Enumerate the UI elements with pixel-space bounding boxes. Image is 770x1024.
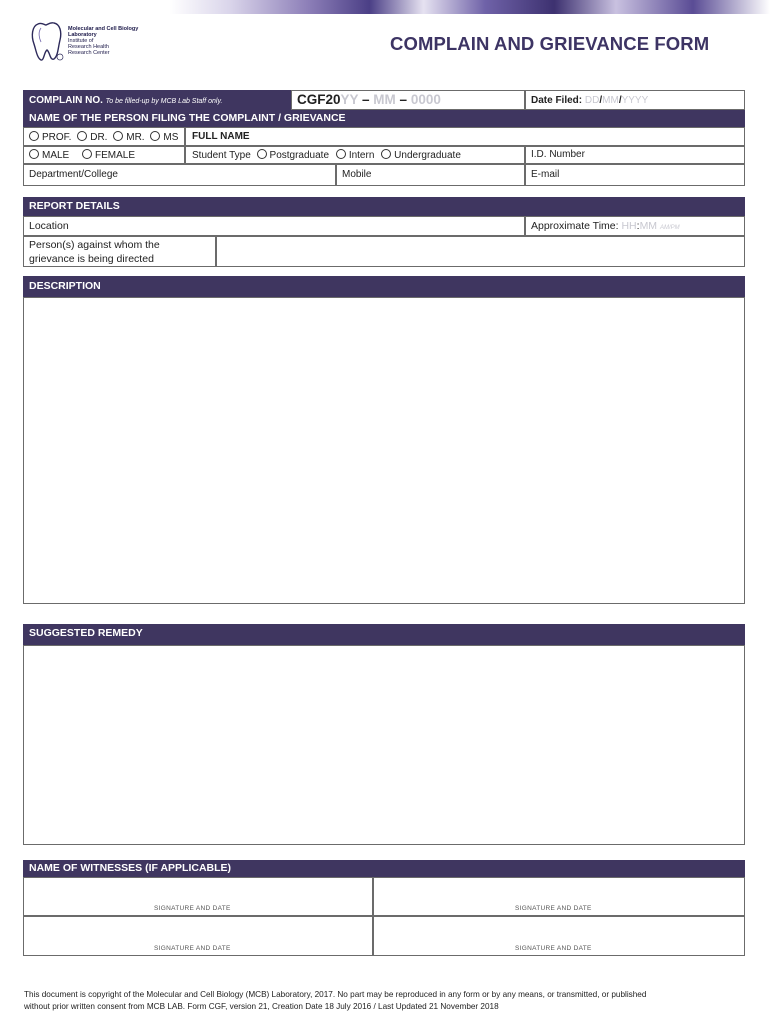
date-filed-yyyy: YYYY <box>621 95 649 106</box>
time-colon: : <box>636 220 640 232</box>
radio-prof[interactable] <box>29 131 39 141</box>
label-female: FEMALE <box>95 150 136 161</box>
date-filed-slash-2: / <box>618 95 622 106</box>
logo-line-3: Institute of <box>68 38 94 44</box>
persons-against-label <box>29 238 160 266</box>
complain-no-value <box>297 92 441 107</box>
mobile-label: Mobile <box>342 169 372 180</box>
student-type-label: Student Type <box>192 150 251 161</box>
time-ampm: AM/PM <box>659 225 680 231</box>
radio-intern[interactable] <box>336 149 346 159</box>
radio-ms[interactable] <box>150 131 160 141</box>
date-filed-slash-1: / <box>599 95 603 106</box>
radio-mr[interactable] <box>113 131 123 141</box>
full-name-field[interactable] <box>185 127 745 146</box>
label-male: MALE <box>42 150 70 161</box>
date-filed-label: Date Filed: <box>531 95 583 106</box>
label-dr: DR. <box>90 132 108 143</box>
complain-no-label-text: COMPLAIN NO. <box>29 95 103 106</box>
approximate-time <box>531 220 680 232</box>
radio-dr[interactable] <box>77 131 87 141</box>
witness-2-signature-label: SIGNATURE AND DATE <box>515 905 592 912</box>
radio-male[interactable] <box>29 149 39 159</box>
logo-line-5: Research Center <box>68 50 110 56</box>
complain-no-prefix: CGF20 <box>297 92 341 107</box>
label-prof: PROF. <box>42 132 72 143</box>
copyright-footer <box>24 989 748 1013</box>
complain-no-mm: MM <box>373 92 396 107</box>
complain-no-note: To be filled-up by MCB Lab Staff only. <box>105 98 223 105</box>
persons-against-field[interactable] <box>216 236 745 267</box>
time-mm: MM <box>639 220 658 232</box>
report-details-header: REPORT DETAILS <box>23 197 745 216</box>
date-filed-dd: DD <box>584 95 600 106</box>
logo-line-4: Research Health <box>68 44 109 50</box>
student-type-options <box>192 149 461 161</box>
witness-1-signature-label: SIGNATURE AND DATE <box>154 905 231 912</box>
witnesses-header: NAME OF WITNESSES (IF APPLICABLE) <box>23 860 745 877</box>
email-label: E-mail <box>531 169 560 180</box>
form-title: COMPLAIN AND GRIEVANCE FORM <box>390 33 710 54</box>
department-label: Department/College <box>29 169 118 180</box>
witness-4-signature-label: SIGNATURE AND DATE <box>515 945 592 952</box>
location-label: Location <box>29 220 69 232</box>
radio-female[interactable] <box>82 149 92 159</box>
date-filed <box>531 95 648 106</box>
date-filed-mm: MM <box>602 95 619 106</box>
logo-line-2: Laboratory <box>68 32 97 38</box>
complain-no-dash-2: – <box>395 92 411 107</box>
gender-options <box>29 149 135 161</box>
description-field[interactable] <box>23 297 745 604</box>
id-number-label: I.D. Number <box>531 149 585 160</box>
footer-line-2: without prior written consent from MCB LAB. Form CGF, version 21, Creation Date 18 July 2016 / Last Updated 21 November 2018 <box>24 1002 499 1011</box>
logo-line-1: Molecular and Cell Biology <box>68 26 139 32</box>
complain-no-dash-1: – <box>358 92 374 107</box>
suggested-remedy-field[interactable] <box>23 645 745 845</box>
complain-no-yy: YY <box>340 92 359 107</box>
complain-no-label <box>29 95 222 106</box>
label-intern: Intern <box>348 150 375 161</box>
persons-against-line-1: Person(s) against whom the <box>29 239 160 251</box>
time-hh: HH <box>621 220 637 232</box>
label-postgraduate: Postgraduate <box>269 150 330 161</box>
approximate-time-label: Approximate Time: <box>531 220 619 232</box>
filer-section-header: NAME OF THE PERSON FILING THE COMPLAINT / GRIEVANCE <box>23 110 745 127</box>
complain-no-number: 0000 <box>410 92 441 107</box>
radio-postgraduate[interactable] <box>257 149 267 159</box>
radio-undergraduate[interactable] <box>381 149 391 159</box>
location-field[interactable] <box>23 216 525 236</box>
footer-line-1: This document is copyright of the Molecular and Cell Biology (MCB) Laboratory, 2017. No part may be reproduced in any form or by any means, or transmitted, or published <box>24 990 647 999</box>
label-undergraduate: Undergraduate <box>394 150 461 161</box>
top-banner <box>0 0 770 14</box>
persons-against-line-2: grievance is being directed <box>29 253 154 265</box>
title-options <box>29 131 178 143</box>
label-mr: MR. <box>126 132 145 143</box>
label-ms: MS <box>163 132 179 143</box>
full-name-label: FULL NAME <box>192 131 250 142</box>
suggested-remedy-header: SUGGESTED REMEDY <box>23 624 745 645</box>
description-header: DESCRIPTION <box>23 276 745 297</box>
logo-text <box>68 26 138 56</box>
witness-3-signature-label: SIGNATURE AND DATE <box>154 945 231 952</box>
